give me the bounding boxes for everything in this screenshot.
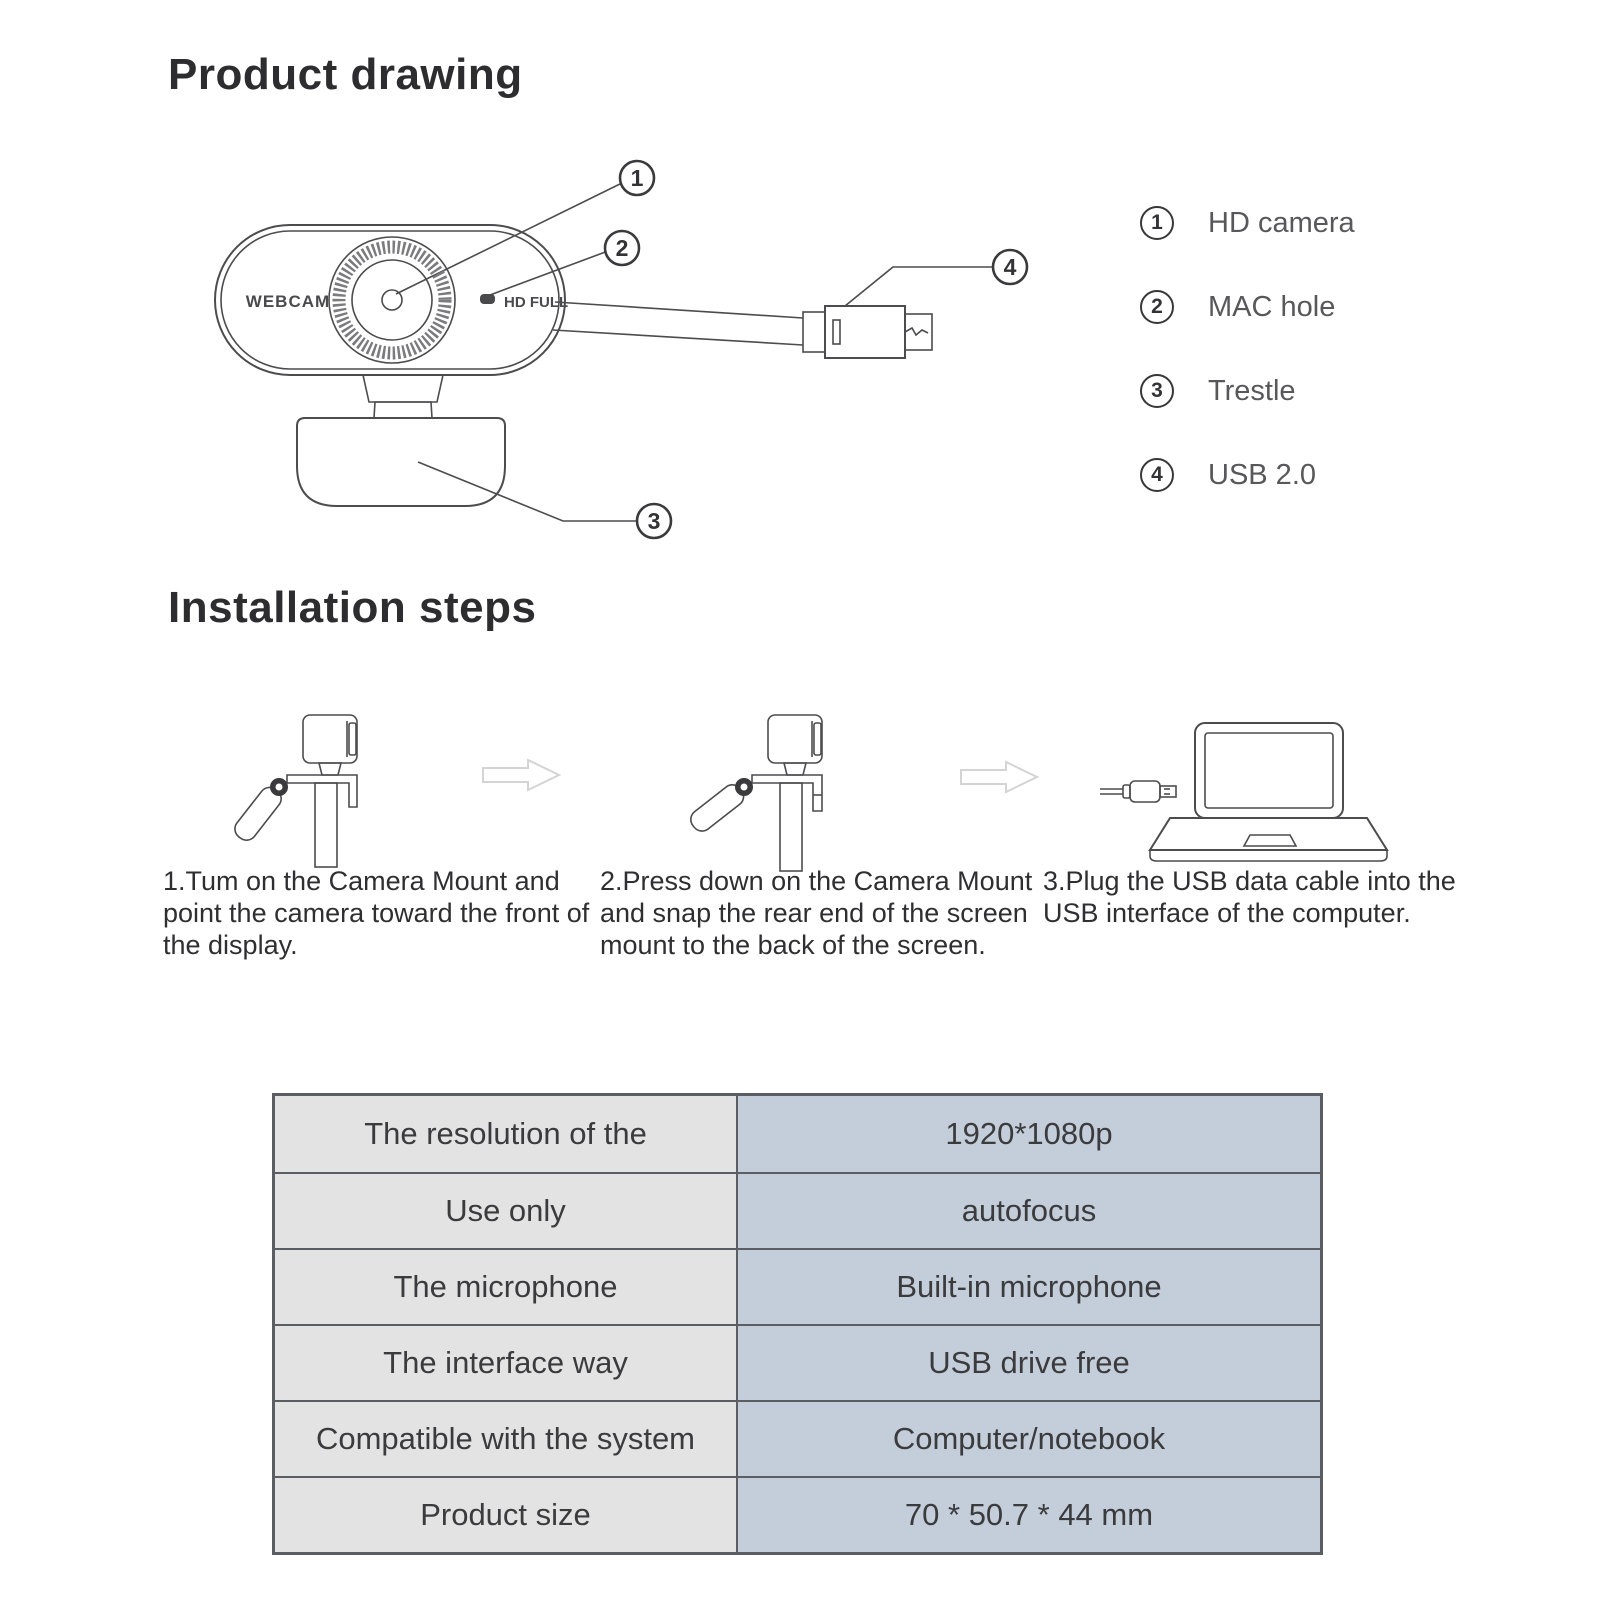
spec-label-use-only: Use only [275, 1172, 736, 1248]
callout-2 [605, 231, 639, 265]
installation-steps-title: Installation steps [168, 583, 537, 632]
legend-num-4-icon: 4 [1140, 458, 1174, 492]
parts-legend [1140, 205, 1355, 541]
laptop-screen [1195, 723, 1343, 818]
legend-label: MAC hole [1208, 290, 1336, 323]
step2-mount-illustration [700, 695, 870, 875]
laptop-trackpad-notch [1244, 835, 1296, 846]
spec-value-product-size: 70 * 50.7 * 44 mm [736, 1476, 1320, 1552]
arrow-right-icon [960, 760, 1040, 794]
webcam-brand-label: WEBCAM [245, 292, 331, 311]
legend-num-1-icon: 1 [1140, 206, 1174, 240]
usb-plug-body [825, 306, 905, 358]
step3-caption: 3.Plug the USB data cable into the USB interface of the computer. [1043, 866, 1456, 928]
step3-laptop-illustration [1090, 690, 1390, 875]
spec-value-compatible: Computer/notebook [736, 1400, 1320, 1476]
legend-item-usb [1140, 457, 1355, 493]
step1-caption: 1.Tum on the Camera Mount and point the camera toward the front of the display. [163, 866, 590, 960]
spec-value-microphone: Built-in microphone [736, 1248, 1320, 1324]
legend-num-3-icon: 3 [1140, 374, 1174, 408]
spec-label-microphone: The microphone [275, 1248, 736, 1324]
legend-label: HD camera [1208, 206, 1355, 239]
legend-label: USB 2.0 [1208, 458, 1316, 491]
legend-item-trestle [1140, 373, 1355, 409]
spec-label-product-size: Product size [275, 1476, 736, 1552]
mac-hole-indicator-icon [480, 294, 495, 304]
legend-num-2-icon: 2 [1140, 290, 1174, 324]
legend-item-mac-hole [1140, 289, 1355, 325]
callout-1 [620, 161, 654, 195]
svg-text:4: 4 [1003, 254, 1017, 280]
callout-4 [993, 250, 1027, 284]
webcam-trestle [297, 375, 505, 506]
spec-table [272, 1093, 1323, 1555]
spec-value-resolution: 1920*1080p [736, 1096, 1320, 1172]
spec-label-compatible: Compatible with the system [275, 1400, 736, 1476]
product-drawing-title: Product drawing [168, 50, 523, 99]
callout-leader-lines [396, 182, 993, 521]
usb-cable [553, 302, 932, 358]
legend-item-hd-camera [1140, 205, 1355, 241]
webcam-hd-label: HD FULL [504, 294, 569, 311]
spec-value-use-only: autofocus [736, 1172, 1320, 1248]
svg-text:1: 1 [630, 165, 644, 191]
webcam-diagram [150, 130, 1100, 570]
callout-3 [637, 504, 671, 538]
step2-caption: 2.Press down on the Camera Mount and snap the rear end of the screen mount to the back of the screen. [600, 866, 1033, 960]
svg-text:2: 2 [615, 235, 629, 261]
spec-value-interface: USB drive free [736, 1324, 1320, 1400]
arrow-right-icon [482, 758, 562, 792]
spec-label-resolution: The resolution of the [275, 1096, 736, 1172]
spec-label-interface: The interface way [275, 1324, 736, 1400]
legend-label: Trestle [1208, 374, 1296, 407]
svg-text:3: 3 [647, 508, 661, 534]
usb-plug-icon [1100, 781, 1176, 802]
webcam-lens [329, 237, 455, 363]
step1-mount-illustration [235, 695, 405, 875]
